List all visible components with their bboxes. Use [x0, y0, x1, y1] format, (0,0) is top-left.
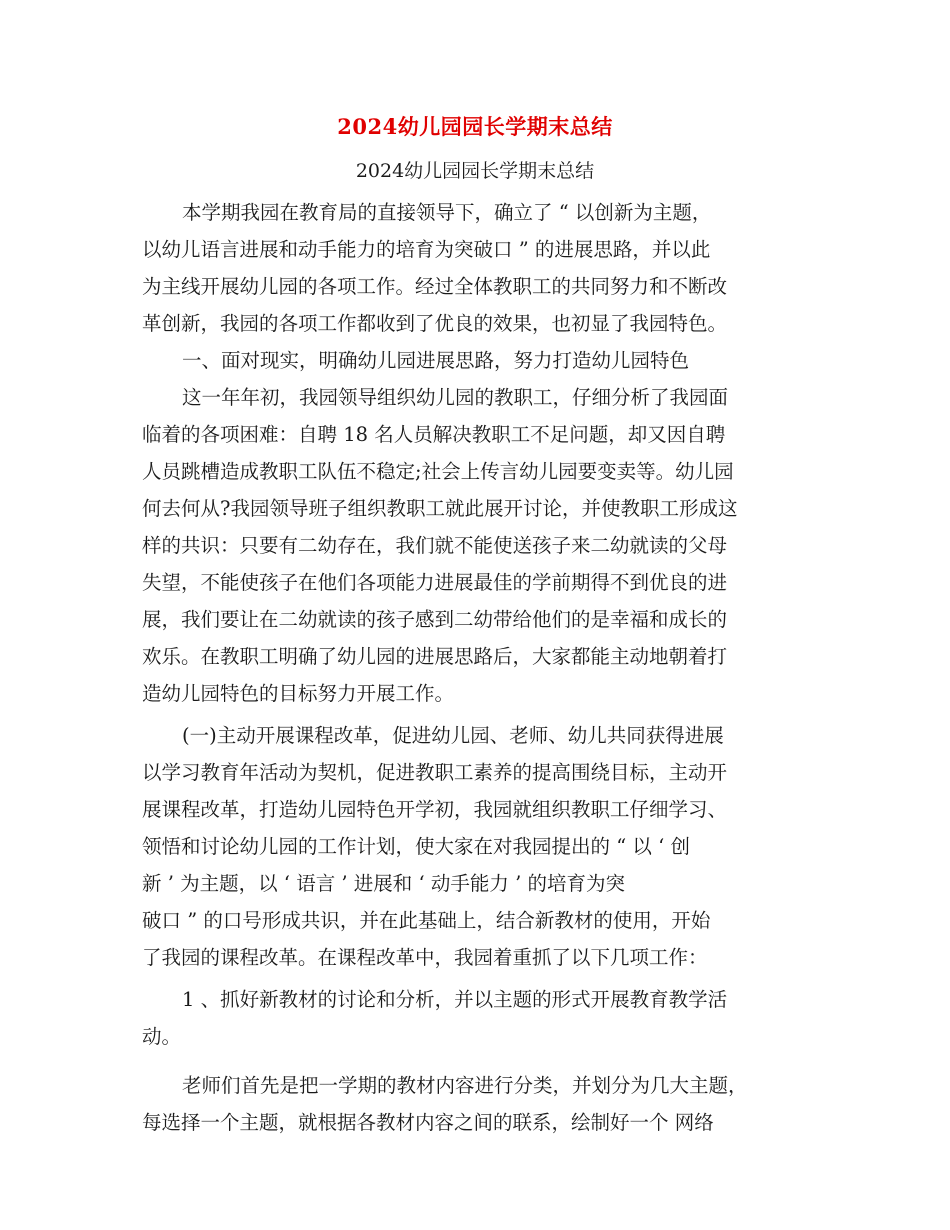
paragraph-line: 破口 ” 的口号形成共识，并在此基础上，结合新教材的使用，开始: [142, 909, 711, 932]
paragraph-line: 动。: [142, 1025, 182, 1048]
paragraph-line: 临着的各项困难：自聘 18 名人员解决教职工不足问题，却又因自聘: [142, 423, 726, 446]
paragraph-line: 何去何从?我园领导班子组织教职工就此展开讨论，并使教职工形成这: [142, 497, 738, 520]
paragraph-line: 新 ’ 为主题，以 ‘ 语言 ’ 进展和 ‘ 动手能力 ’ 的培育为突: [142, 872, 625, 895]
paragraph-line: 失望，不能使孩子在他们各项能力进展最佳的学前期得不到优良的进: [142, 571, 728, 594]
paragraph-line: 以幼儿语言进展和动手能力的培育为突破口 ” 的进展思路，并以此: [142, 238, 711, 261]
paragraph-line: 为主线开展幼儿园的各项工作。经过全体教职工的共同努力和不断改: [142, 275, 728, 298]
paragraph-line: 每选择一个主题，就根据各教材内容之间的联系，绘制好一个 网络: [142, 1111, 714, 1134]
paragraph-line: 老师们首先是把一学期的教材内容进行分类，并划分为几大主题，: [182, 1074, 748, 1097]
list-item: 1 、抓好新教材的讨论和分析，并以主题的形式开展教育教学活: [182, 988, 728, 1011]
paragraph-line: 人员跳槽造成教职工队伍不稳定;社会上传言幼儿园要变卖等。幼儿园: [142, 460, 734, 483]
paragraph-line: 以学习教育年活动为契机，促进教职工素养的提高围绕目标，主动开: [142, 761, 728, 784]
paragraph-line: 欢乐。在教职工明确了幼儿园的进展思路后，大家都能主动地朝着打: [142, 645, 728, 668]
paragraph-line: 展，我们要让在二幼就读的孩子感到二幼带给他们的是幸福和成长的: [142, 608, 728, 631]
paragraph-line: 了我园的课程改革。在课程改革中，我园着重抓了以下几项工作：: [142, 946, 708, 969]
paragraph-line: 领悟和讨论幼儿园的工作计划，使大家在对我园提出的 “ 以 ‘ 创: [142, 835, 690, 858]
paragraph-line: 革创新，我园的各项工作都收到了优良的效果，也初显了我园特色。: [142, 312, 728, 335]
paragraph-line: 展课程改革，打造幼儿园特色开学初，我园就组织教职工仔细学习、: [142, 798, 728, 821]
document-body: [142, 194, 808, 1141]
subsection-heading: (一)主动开展课程改革，促进幼儿园、老师、幼儿共同获得进展: [182, 724, 724, 747]
section-heading: 一、面对现实，明确幼儿园进展思路，努力打造幼儿园特色: [182, 349, 690, 372]
paragraph-line: 样的共识：只要有二幼存在，我们就不能使送孩子来二幼就读的父母: [142, 534, 728, 557]
document-title: 2024幼儿园园长学期末总结: [337, 114, 613, 139]
paragraph-line: 这一年年初，我园领导组织幼儿园的教职工，仔细分析了我园面: [182, 386, 729, 409]
document-subtitle: 2024幼儿园园长学期末总结: [355, 160, 595, 182]
paragraph-line: 造幼儿园特色的目标努力开展工作。: [142, 682, 455, 705]
paragraph-line: 本学期我园在教育局的直接领导下，确立了 “ 以创新为主题，: [182, 201, 712, 224]
